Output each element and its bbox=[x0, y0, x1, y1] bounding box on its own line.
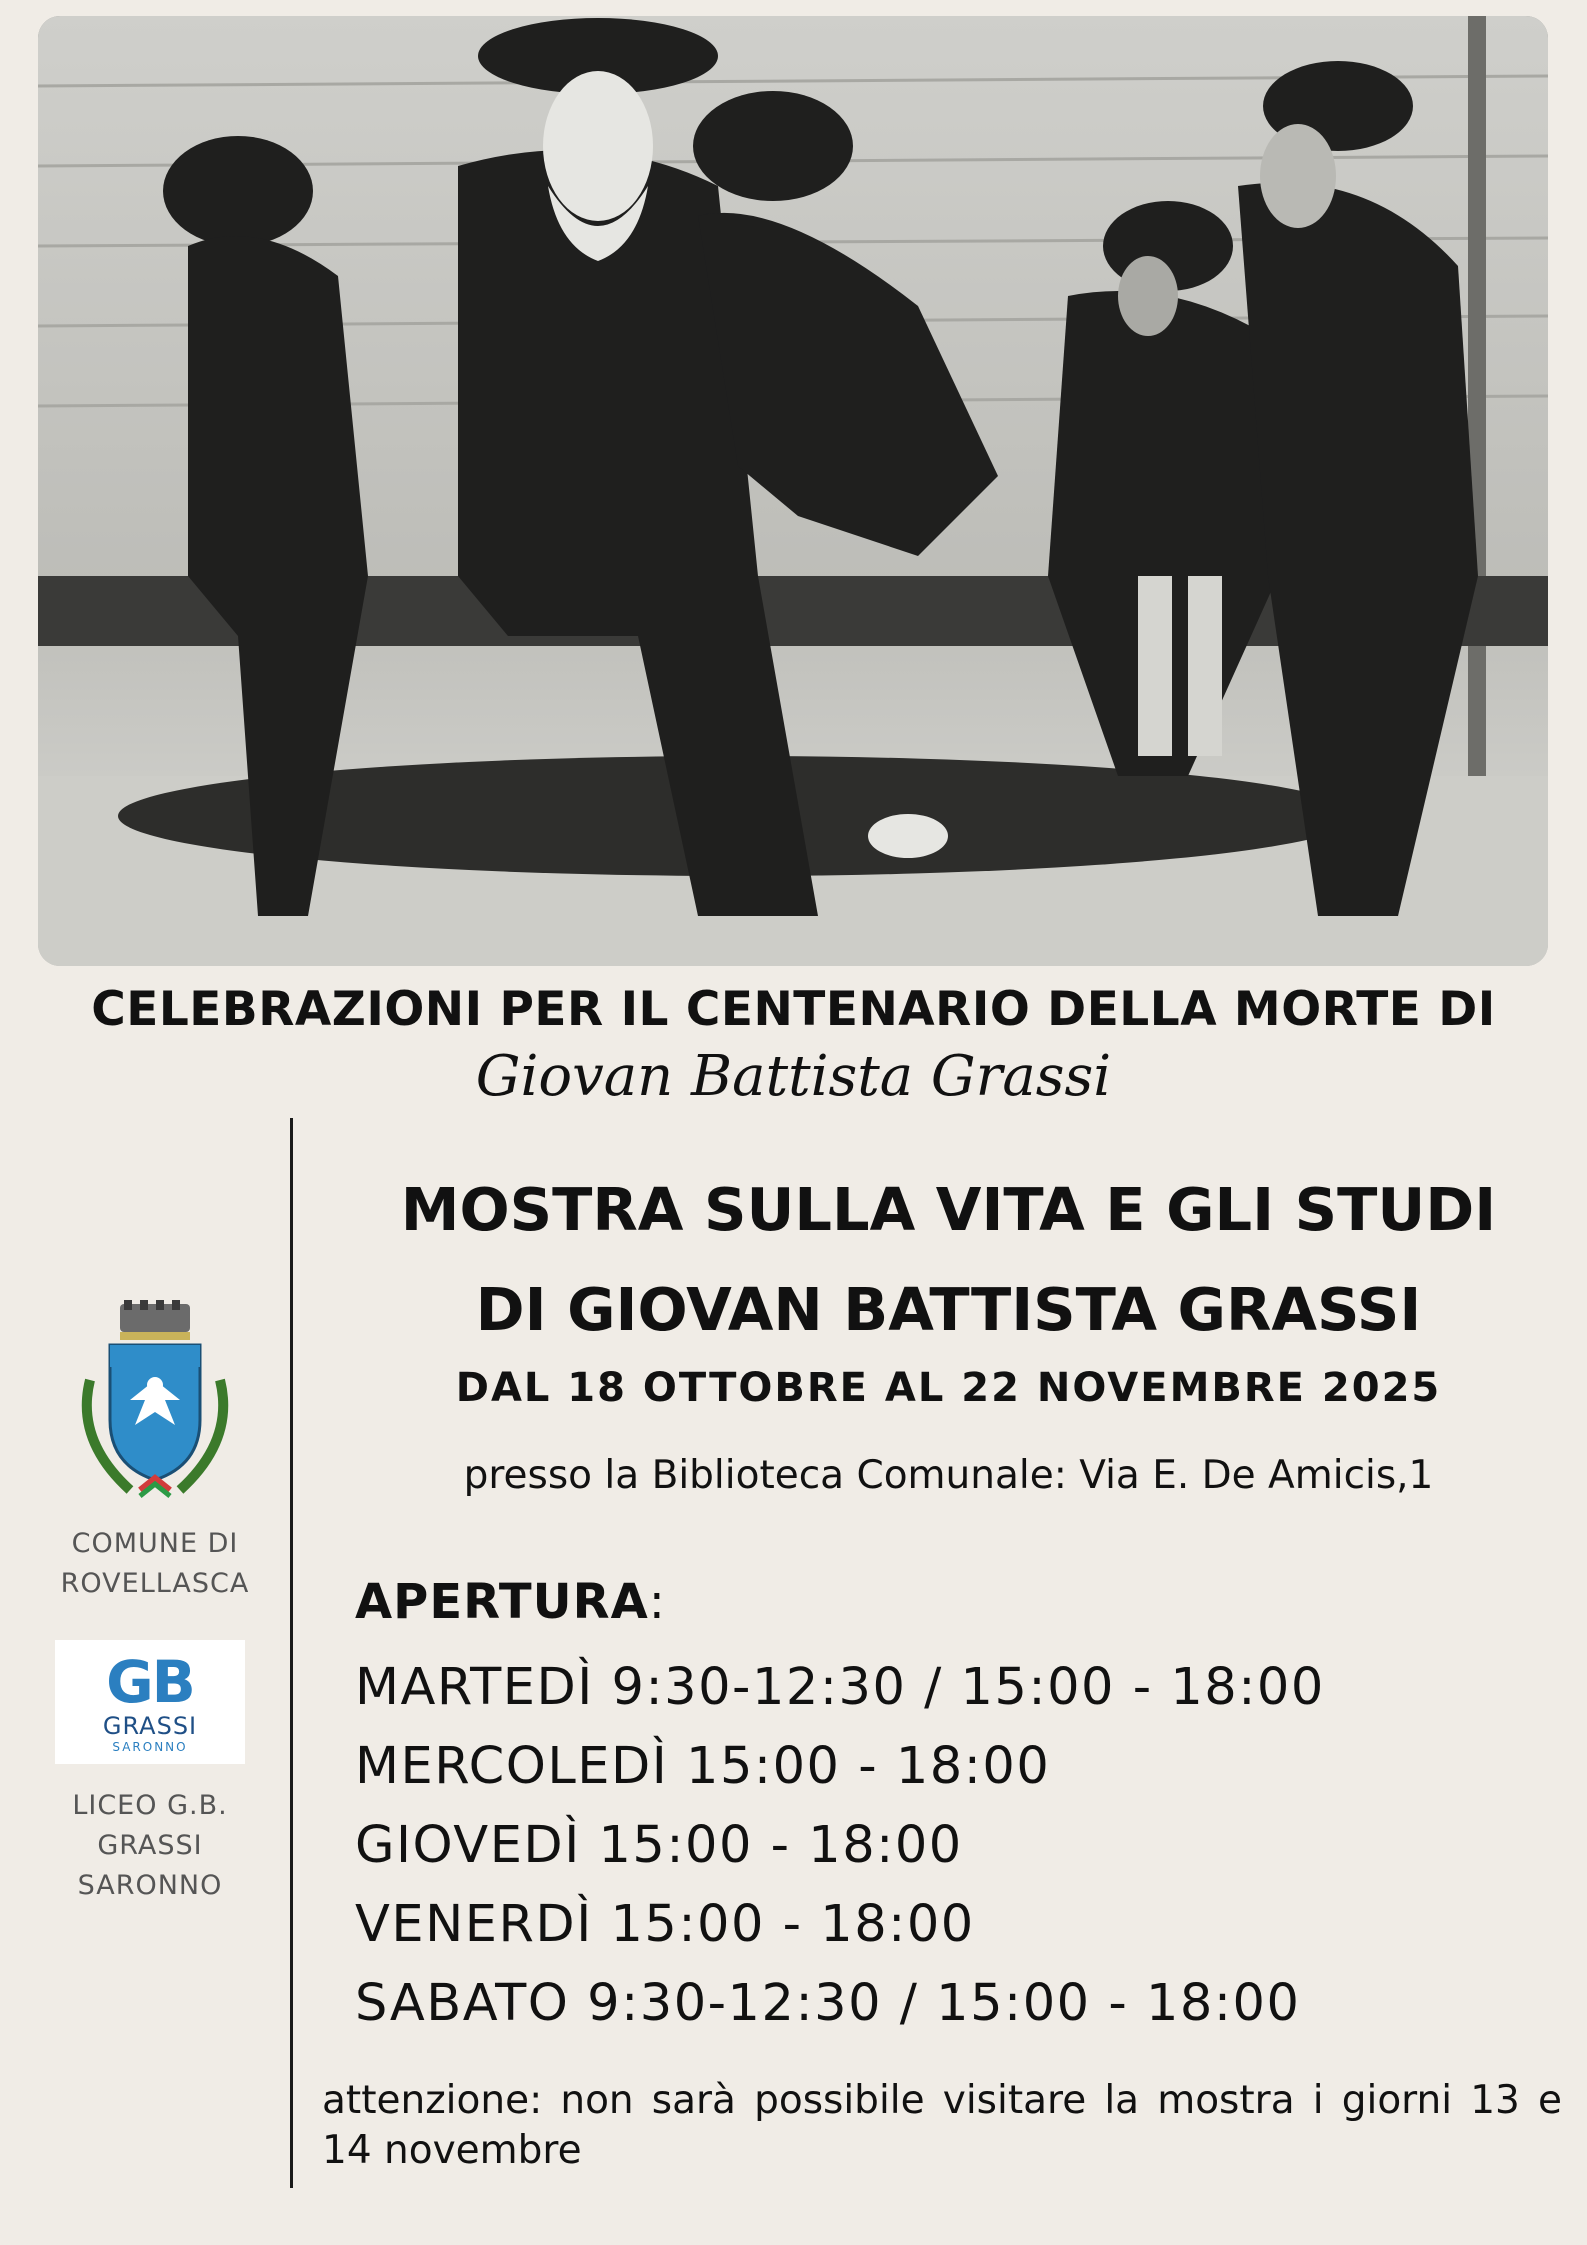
school-label-line2: GRASSI bbox=[97, 1830, 203, 1861]
closure-notice: attenzione: non sarà possibile visitare la mostra i giorni 13 e 14 novembre bbox=[322, 2078, 1562, 2173]
hours-row-venerdi: VENERDÌ 15:00 - 18:00 bbox=[355, 1895, 975, 1954]
hours-row-sabato: SABATO 9:30-12:30 / 15:00 - 18:00 bbox=[355, 1974, 1301, 2033]
school-label-line1: LICEO G.B. bbox=[72, 1790, 228, 1821]
exhibition-title bbox=[310, 1160, 1587, 1360]
exhibition-title-line1: MOSTRA SULLA VITA E GLI STUDI bbox=[400, 1175, 1497, 1244]
hours-row-giovedi: GIOVEDÌ 15:00 - 18:00 bbox=[355, 1816, 963, 1875]
comune-label-line2: ROVELLASCA bbox=[60, 1568, 250, 1599]
historic-photo bbox=[38, 16, 1548, 966]
school-logo-name: GRASSI bbox=[102, 1712, 198, 1740]
celebration-heading: CELEBRAZIONI PER IL CENTENARIO DELLA MORTE DI bbox=[91, 982, 1496, 1037]
photo-illustration bbox=[38, 16, 1548, 966]
school-label-line3: SARONNO bbox=[77, 1870, 223, 1901]
opening-hours-heading bbox=[355, 1574, 666, 1630]
school-logo-sub: SARONNO bbox=[112, 1740, 188, 1754]
vertical-divider bbox=[290, 1118, 293, 2188]
exhibition-dates: DAL 18 OTTOBRE AL 22 NOVEMBRE 2025 bbox=[455, 1365, 1442, 1411]
exhibition-title-line2: DI GIOVAN BATTISTA GRASSI bbox=[475, 1275, 1422, 1344]
comune-coat-of-arms-icon bbox=[70, 1300, 240, 1510]
exhibition-venue: presso la Biblioteca Comunale: Via E. De Amicis,1 bbox=[463, 1453, 1434, 1498]
hours-row-martedi: MARTEDÌ 9:30-12:30 / 15:00 - 18:00 bbox=[355, 1658, 1325, 1717]
opening-hours-list bbox=[355, 1648, 1325, 2043]
comune-label-line1: COMUNE DI bbox=[71, 1528, 239, 1559]
hours-row-mercoledi: MERCOLEDÌ 15:00 - 18:00 bbox=[355, 1737, 1051, 1796]
opening-hours-label: APERTURA bbox=[355, 1574, 649, 1630]
honoree-script-name: Giovan Battista Grassi bbox=[475, 1044, 1112, 1109]
school-logo bbox=[55, 1640, 245, 1764]
opening-hours-colon: : bbox=[648, 1574, 666, 1630]
school-logo-mark: GB bbox=[106, 1648, 194, 1716]
